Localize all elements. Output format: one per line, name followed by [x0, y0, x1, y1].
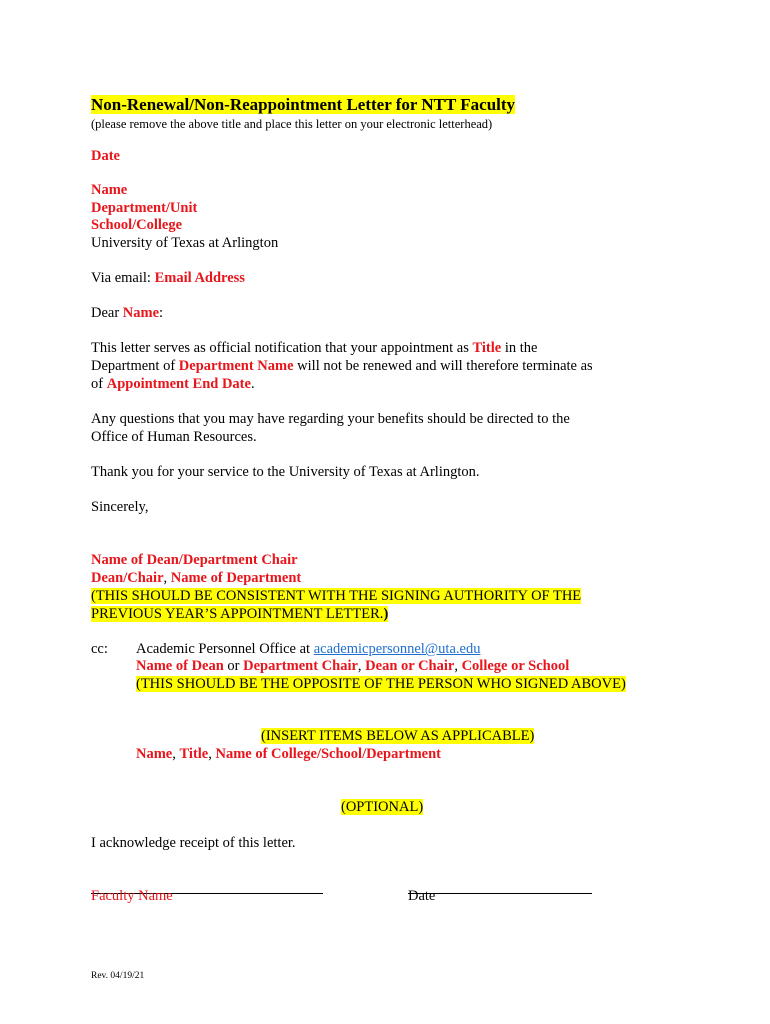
p5-text: of [91, 376, 107, 392]
insert-note: (INSERT ITEMS BELOW AS APPLICABLE) [261, 728, 535, 744]
insert-name-field: Name [136, 746, 173, 762]
cc-office-text: Academic Personnel Office at [136, 641, 314, 657]
p4-text: will not be renewed and will therefore terminate as [293, 358, 593, 374]
cc-note: (THIS SHOULD BE THE OPPOSITE OF THE PERSON WHO SIGNED ABOVE) [136, 676, 626, 692]
address-university: University of Texas at Arlington [91, 235, 279, 251]
date-label: Date [408, 888, 436, 904]
email-address-field: Email Address [154, 270, 245, 286]
paragraph1-line2 [91, 357, 593, 375]
p6-text: . [250, 376, 255, 392]
paragraph3: Thank you for your service to the University of Texas at Arlington. [91, 464, 480, 480]
signer-dept-field: Name of Department [170, 570, 302, 586]
cc-dean-field: Name of Dean [136, 658, 224, 674]
insert-college-field: Name of College/School/Department [215, 746, 441, 762]
salutation [91, 304, 163, 322]
insert-fields-line: Name, Title, Name of College/School/Department [136, 746, 441, 762]
revision-footer: Rev. 04/19/21 [91, 971, 145, 981]
paragraph2-line1: Any questions that you may have regarding your benefits should be directed to the [91, 411, 570, 427]
acknowledge-text: I acknowledge receipt of this letter. [91, 835, 296, 851]
end-date-field: Appointment End Date [106, 376, 251, 392]
cc-college-field: College or School [461, 658, 570, 674]
signer-note-line2: PREVIOUS YEAR’S APPOINTMENT LETTER.) [91, 606, 389, 622]
date-signature-line [408, 881, 592, 899]
closing: Sincerely, [91, 499, 149, 515]
cc-fields-line: Name of Dean or Department Chair, Dean or Chair, College or School [136, 658, 570, 674]
title-field: Title [472, 340, 502, 356]
paragraph1-line3 [91, 375, 255, 393]
cc-chair-field: Department Chair [243, 658, 358, 674]
signer-name-field: Name of Dean/Department Chair [91, 552, 298, 568]
cc-email-link[interactable]: academicpersonnel@uta.edu [313, 641, 481, 657]
cc-dean-or-chair-field: Dean or Chair [365, 658, 455, 674]
address-name: Name [91, 182, 128, 198]
cc-office-line [136, 640, 480, 658]
via-prefix: Via email: [91, 270, 155, 286]
date-field: Date [91, 148, 120, 164]
paragraph2-line2: Office of Human Resources. [91, 429, 257, 445]
p3-text: Department of [91, 358, 179, 374]
salutation-suffix: : [159, 305, 164, 321]
salutation-name-field: Name [122, 305, 160, 321]
p1-text: This letter serves as official notification that your appointment as [91, 340, 473, 356]
signer-note-line1: (THIS SHOULD BE CONSISTENT WITH THE SIGNING AUTHORITY OF THE [91, 588, 582, 604]
signer-role-field: Dean/Chair [91, 570, 164, 586]
cc-label: cc: [91, 641, 108, 657]
signer-comma: , [163, 570, 171, 586]
salutation-prefix: Dear [91, 305, 123, 321]
p2-text: in the [501, 340, 538, 356]
insert-title-field: Title [179, 746, 209, 762]
paragraph1-line1 [91, 339, 537, 357]
optional-label: (OPTIONAL) [341, 799, 424, 815]
department-name-field: Department Name [178, 358, 294, 374]
address-school: School/College [91, 217, 183, 233]
document-title: Non-Renewal/Non-Reappointment Letter for NTT Faculty [91, 95, 516, 114]
faculty-name-label: Faculty Name [91, 888, 173, 904]
via-email-line [91, 269, 245, 287]
title-note: (please remove the above title and place this letter on your electronic letterhead) [91, 117, 493, 131]
address-department: Department/Unit [91, 200, 198, 216]
signer-role-line [91, 569, 301, 587]
